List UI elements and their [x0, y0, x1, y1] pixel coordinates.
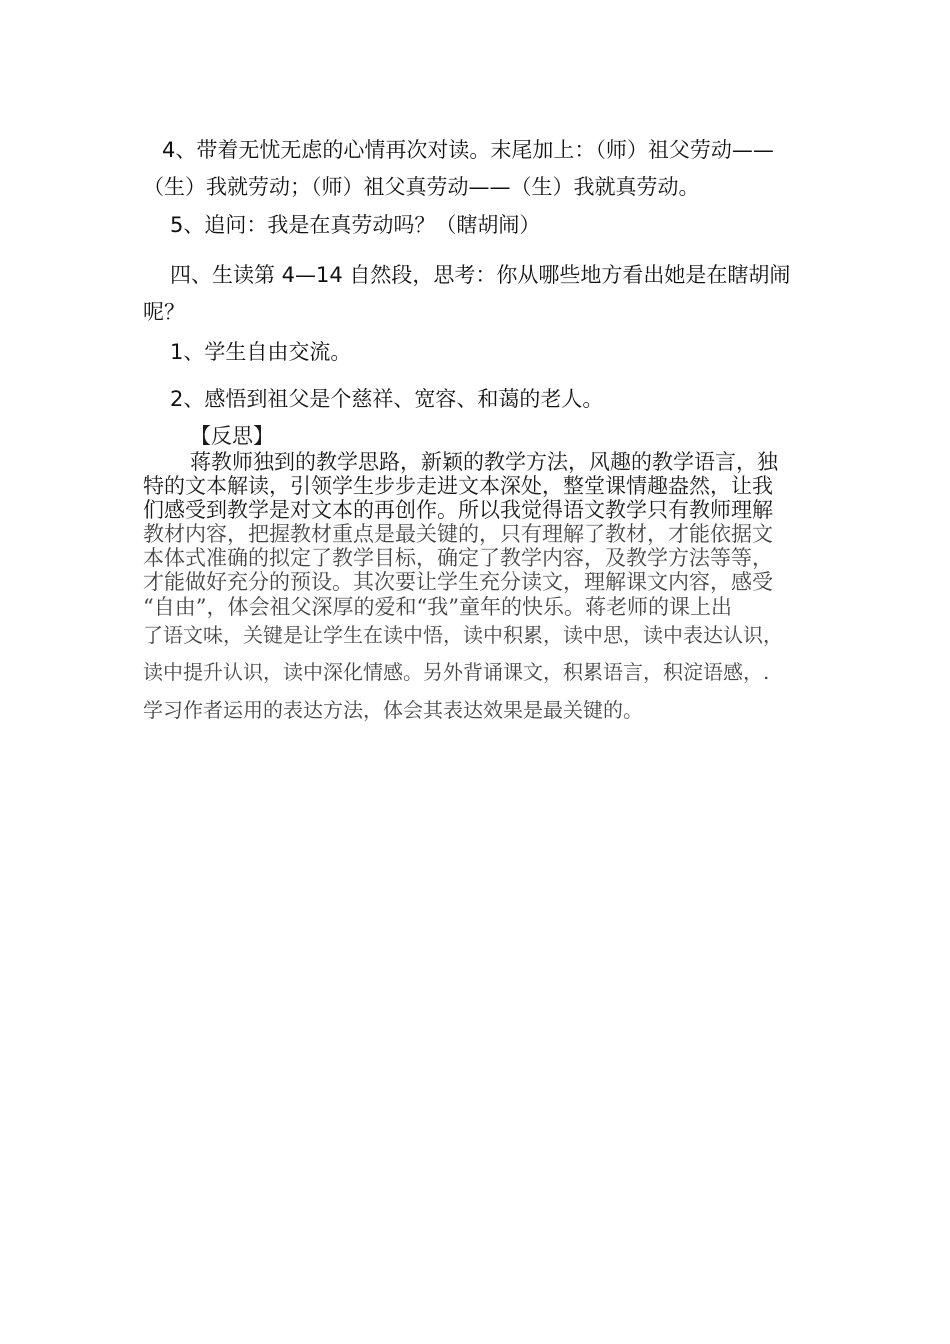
reflection-heading: 【反思】: [190, 424, 274, 448]
reflection-line: 学习作者运用的表达方法，体会其表达效果是最关键的。: [143, 698, 643, 722]
reflection-line: 蒋教师独到的教学思路，新颖的教学方法，风趣的教学语言，独: [190, 450, 778, 474]
step-4-line-1: 4、带着无忧无虑的心情再次对读。末尾加上：（师）祖父劳动——: [162, 138, 774, 162]
reflection-line: 本体式准确的拟定了教学目标，确定了教学内容，及教学方法等等，: [143, 546, 773, 570]
reflection-line: 才能做好充分的预设。其次要让学生充分读文，理解课文内容，感受: [143, 570, 773, 594]
step-4-line-2: （生）我就劳动；（师）祖父真劳动——（生）我就真劳动。: [143, 175, 700, 199]
reflection-line: 了语文味，关键是让学生在读中悟，读中积累，读中思，读中表达认识，: [143, 623, 783, 647]
reflection-line: 教材内容，把握教材重点是最关键的，只有理解了教材，才能依据文: [143, 522, 773, 546]
reflection-line: 读中提升认识，读中深化情感。另外背诵课文，积累语言，积淀语感，.: [143, 660, 770, 684]
item-1-line: 1、学生自由交流。: [170, 340, 352, 364]
reflection-line: 特的文本解读，引领学生步步走进文本深处，整堂课情趣盎然，让我: [143, 474, 773, 498]
reflection-line: 们感受到教学是对文本的再创作。所以我觉得语文教学只有教师理解: [143, 498, 773, 522]
item-2-line: 2、感悟到祖父是个慈祥、宽容、和蔼的老人。: [170, 387, 604, 411]
section-4-line-1: 四、生读第 4—14 自然段，思考：你从哪些地方看出她是在瞎胡闹: [170, 263, 791, 287]
step-5-line: 5、追问：我是在真劳动吗？（瞎胡闹）: [170, 213, 541, 237]
reflection-line: “自由”，体会祖父深厚的爱和“我”童年的快乐。蒋老师的课上出: [143, 595, 732, 619]
section-4-line-2: 呢？: [143, 300, 185, 324]
